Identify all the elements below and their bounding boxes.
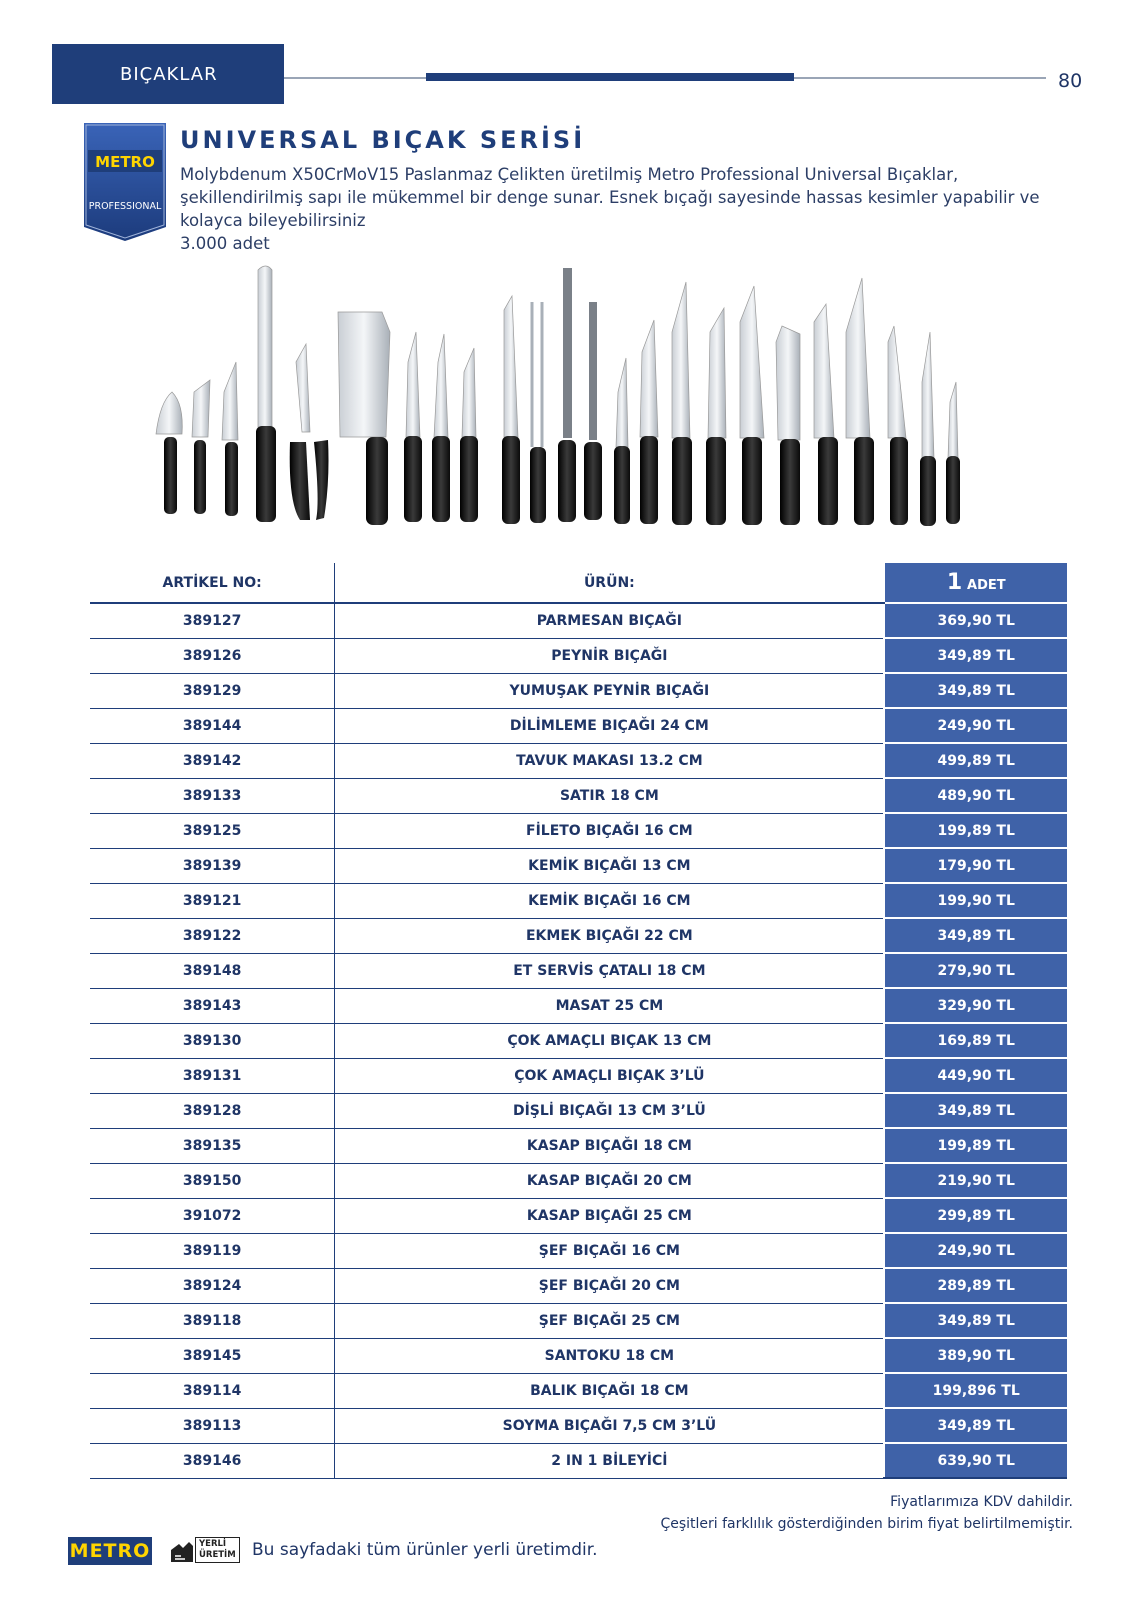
price-cell: 199,89 TL bbox=[884, 813, 1067, 848]
price-table bbox=[90, 563, 1067, 1479]
table-row bbox=[90, 1198, 1067, 1233]
article-no-cell: 389145 bbox=[90, 1338, 335, 1373]
table-row bbox=[90, 603, 1067, 638]
article-no-cell: 389118 bbox=[90, 1303, 335, 1338]
article-no-cell: 389129 bbox=[90, 673, 335, 708]
price-cell: 249,90 TL bbox=[884, 1233, 1067, 1268]
article-no-cell: 389142 bbox=[90, 743, 335, 778]
price-cell: 279,90 TL bbox=[884, 953, 1067, 988]
table-row bbox=[90, 1268, 1067, 1303]
article-no-cell: 389125 bbox=[90, 813, 335, 848]
product-name-cell: PARMESAN BIÇAĞI bbox=[335, 603, 885, 638]
price-cell: 489,90 TL bbox=[884, 778, 1067, 813]
article-no-cell: 389122 bbox=[90, 918, 335, 953]
table-row bbox=[90, 1128, 1067, 1163]
section-title: BIÇAKLAR bbox=[120, 64, 218, 85]
product-name-cell: KEMİK BIÇAĞI 16 CM bbox=[335, 883, 885, 918]
table-row bbox=[90, 918, 1067, 953]
price-cell: 349,89 TL bbox=[884, 1303, 1067, 1338]
price-cell: 169,89 TL bbox=[884, 1023, 1067, 1058]
price-cell: 289,89 TL bbox=[884, 1268, 1067, 1303]
logo-sub: PROFESSIONAL bbox=[88, 201, 162, 212]
price-cell: 369,90 TL bbox=[884, 603, 1067, 638]
product-name-cell: 2 IN 1 BİLEYİCİ bbox=[335, 1443, 885, 1478]
article-no-cell: 389130 bbox=[90, 1023, 335, 1058]
logo-brand: METRO bbox=[95, 153, 155, 171]
footer-note: Bu sayfadaki tüm ürünler yerli üretimdir. bbox=[252, 1540, 598, 1560]
product-name-cell: DİLİMLEME BIÇAĞI 24 CM bbox=[335, 708, 885, 743]
product-name-cell: KEMİK BIÇAĞI 13 CM bbox=[335, 848, 885, 883]
product-name-cell: SATIR 18 CM bbox=[335, 778, 885, 813]
article-no-cell: 389139 bbox=[90, 848, 335, 883]
table-row bbox=[90, 883, 1067, 918]
table-row bbox=[90, 673, 1067, 708]
product-name-cell: SOYMA BIÇAĞI 7,5 CM 3’LÜ bbox=[335, 1408, 885, 1443]
series-description: Molybdenum X50CrMoV15 Paslanmaz Çelikten üretilmiş Metro Professional Universal Bıçaklar, şekillendirilmiş sapı ile mükemmel bir denge sunar. Esnek bıçağı sayesinde hassas kesimler yapabilir ve kolayca bileyebilirsiniz bbox=[180, 165, 1040, 230]
product-name-cell: PEYNİR BIÇAĞI bbox=[335, 638, 885, 673]
article-no-cell: 389144 bbox=[90, 708, 335, 743]
local-production-badge bbox=[169, 1536, 237, 1566]
table-row bbox=[90, 848, 1067, 883]
article-no-cell: 391072 bbox=[90, 1198, 335, 1233]
product-name-cell: MASAT 25 CM bbox=[335, 988, 885, 1023]
product-name-cell: BALIK BIÇAĞI 18 CM bbox=[335, 1373, 885, 1408]
table-row bbox=[90, 1058, 1067, 1093]
header-article-no: ARTİKEL NO: bbox=[90, 563, 335, 603]
product-name-cell: ŞEF BIÇAĞI 20 CM bbox=[335, 1268, 885, 1303]
article-no-cell: 389133 bbox=[90, 778, 335, 813]
section-tab bbox=[52, 44, 284, 104]
product-name-cell: ÇOK AMAÇLI BIÇAK 13 CM bbox=[335, 1023, 885, 1058]
price-cell: 329,90 TL bbox=[884, 988, 1067, 1023]
table-row bbox=[90, 1338, 1067, 1373]
table-row bbox=[90, 813, 1067, 848]
table-row bbox=[90, 638, 1067, 673]
price-cell: 349,89 TL bbox=[884, 918, 1067, 953]
table-row bbox=[90, 1023, 1067, 1058]
article-no-cell: 389146 bbox=[90, 1443, 335, 1478]
price-cell: 389,90 TL bbox=[884, 1338, 1067, 1373]
table-row bbox=[90, 1373, 1067, 1408]
badge-line-2: ÜRETİM bbox=[199, 1550, 236, 1560]
price-cell: 349,89 TL bbox=[884, 673, 1067, 708]
price-cell: 199,90 TL bbox=[884, 883, 1067, 918]
article-no-cell: 389124 bbox=[90, 1268, 335, 1303]
article-no-cell: 389114 bbox=[90, 1373, 335, 1408]
product-name-cell: KASAP BIÇAĞI 20 CM bbox=[335, 1163, 885, 1198]
article-no-cell: 389127 bbox=[90, 603, 335, 638]
article-no-cell: 389128 bbox=[90, 1093, 335, 1128]
unit-price-note: Çeşitleri farklılık gösterdiğinden birim fiyat belirtilmemiştir. bbox=[660, 1516, 1073, 1532]
table-row bbox=[90, 1408, 1067, 1443]
table-row bbox=[90, 953, 1067, 988]
article-no-cell: 389121 bbox=[90, 883, 335, 918]
article-no-cell: 389143 bbox=[90, 988, 335, 1023]
vat-note: Fiyatlarımıza KDV dahildir. bbox=[890, 1494, 1073, 1510]
product-name-cell: ŞEF BIÇAĞI 25 CM bbox=[335, 1303, 885, 1338]
table-row bbox=[90, 1233, 1067, 1268]
price-cell: 349,89 TL bbox=[884, 1093, 1067, 1128]
table-header-row bbox=[90, 563, 1067, 603]
knife-set-image bbox=[150, 262, 980, 544]
table-row bbox=[90, 708, 1067, 743]
header-price bbox=[884, 563, 1067, 603]
product-name-cell: KASAP BIÇAĞI 18 CM bbox=[335, 1128, 885, 1163]
table-row bbox=[90, 778, 1067, 813]
product-name-cell: ET SERVİS ÇATALI 18 CM bbox=[335, 953, 885, 988]
series-title: UNIVERSAL BIÇAK SERİSİ bbox=[180, 126, 586, 154]
hand-icon bbox=[169, 1536, 195, 1566]
product-name-cell: KASAP BIÇAĞI 25 CM bbox=[335, 1198, 885, 1233]
table-row bbox=[90, 1303, 1067, 1338]
product-name-cell: TAVUK MAKASI 13.2 CM bbox=[335, 743, 885, 778]
article-no-cell: 389126 bbox=[90, 638, 335, 673]
article-no-cell: 389135 bbox=[90, 1128, 335, 1163]
article-no-cell: 389150 bbox=[90, 1163, 335, 1198]
table-row bbox=[90, 1443, 1067, 1478]
article-no-cell: 389131 bbox=[90, 1058, 335, 1093]
table-body bbox=[90, 603, 1067, 1478]
table-row bbox=[90, 1093, 1067, 1128]
product-name-cell: DİŞLİ BIÇAĞI 13 CM 3’LÜ bbox=[335, 1093, 885, 1128]
product-name-cell: ŞEF BIÇAĞI 16 CM bbox=[335, 1233, 885, 1268]
badge-text bbox=[195, 1537, 240, 1563]
price-cell: 349,89 TL bbox=[884, 638, 1067, 673]
product-name-cell: YUMUŞAK PEYNİR BIÇAĞI bbox=[335, 673, 885, 708]
header-accent-bar bbox=[426, 73, 794, 81]
product-name-cell: EKMEK BIÇAĞI 22 CM bbox=[335, 918, 885, 953]
price-cell: 499,89 TL bbox=[884, 743, 1067, 778]
table-row bbox=[90, 743, 1067, 778]
article-no-cell: 389148 bbox=[90, 953, 335, 988]
header-price-unit: ADET bbox=[967, 578, 1006, 593]
header-product: ÜRÜN: bbox=[335, 563, 885, 603]
price-cell: 249,90 TL bbox=[884, 708, 1067, 743]
price-cell: 179,90 TL bbox=[884, 848, 1067, 883]
product-name-cell: FİLETO BIÇAĞI 16 CM bbox=[335, 813, 885, 848]
badge-line-1: YERLİ bbox=[199, 1539, 227, 1549]
price-cell: 299,89 TL bbox=[884, 1198, 1067, 1233]
metro-professional-logo bbox=[84, 123, 166, 243]
table-row bbox=[90, 1163, 1067, 1198]
footer-metro-logo: METRO bbox=[68, 1537, 152, 1565]
header-price-count: 1 bbox=[946, 570, 963, 595]
price-cell: 639,90 TL bbox=[884, 1443, 1067, 1478]
price-cell: 349,89 TL bbox=[884, 1408, 1067, 1443]
page-number: 80 bbox=[1058, 70, 1083, 92]
price-cell: 449,90 TL bbox=[884, 1058, 1067, 1093]
price-cell: 199,89 TL bbox=[884, 1128, 1067, 1163]
product-name-cell: ÇOK AMAÇLI BIÇAK 3’LÜ bbox=[335, 1058, 885, 1093]
article-no-cell: 389119 bbox=[90, 1233, 335, 1268]
series-quantity: 3.000 adet bbox=[180, 234, 270, 253]
product-name-cell: SANTOKU 18 CM bbox=[335, 1338, 885, 1373]
article-no-cell: 389113 bbox=[90, 1408, 335, 1443]
price-cell: 199,896 TL bbox=[884, 1373, 1067, 1408]
price-cell: 219,90 TL bbox=[884, 1163, 1067, 1198]
table-row bbox=[90, 988, 1067, 1023]
